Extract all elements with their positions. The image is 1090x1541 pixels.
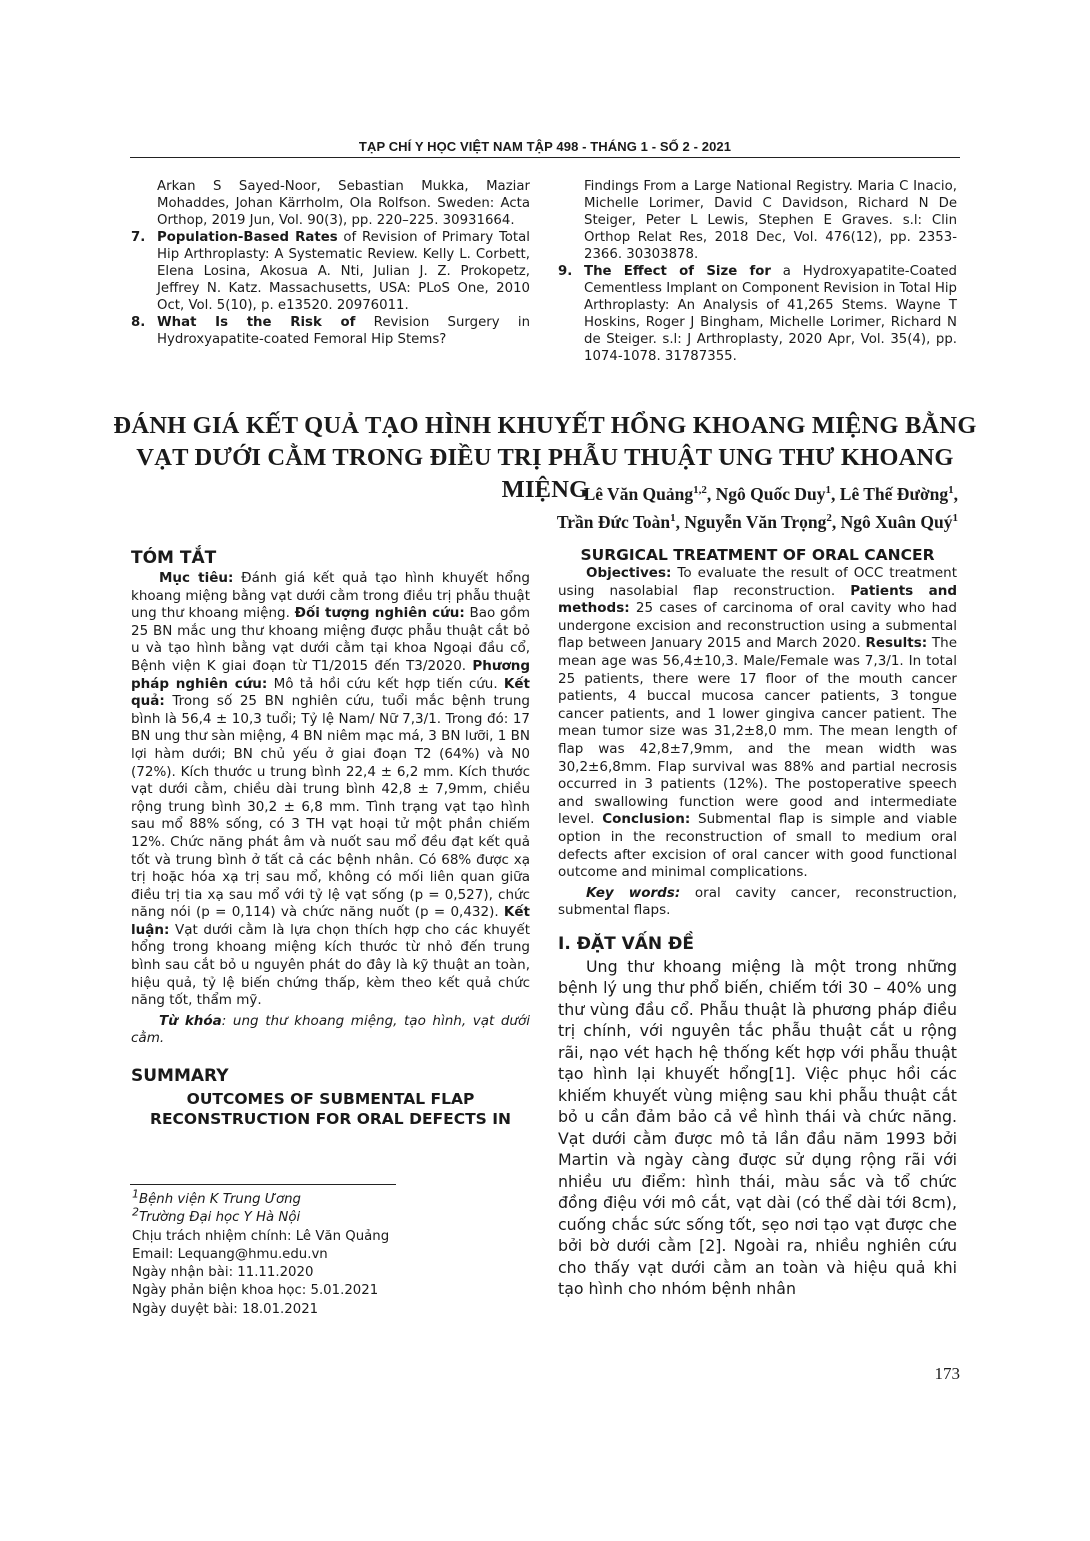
- section-heading-intro: I. ĐẶT VẤN ĐỀ: [558, 933, 694, 954]
- affiliation-marker: 1: [952, 512, 958, 525]
- keywords-en: Key words: oral cavity cancer, reconstruction, submental flaps.: [558, 884, 957, 919]
- author-name: , Nguyễn Văn Trọng: [675, 512, 827, 532]
- author-name: , Ngô Xuân Quý: [831, 512, 953, 532]
- abstract-label: Kết quả:: [131, 675, 530, 710]
- date-reviewed: Ngày phản biện khoa học: 5.01.2021: [132, 1283, 379, 1299]
- reference-text: a Hydroxyapatite-Coated Cementless Implant on Component Revision in Total Hip Arthroplasty: An Analysis of 41,265 Stems. Wayne T Hoskins, Roger J Bingham, Michelle Lorimer, Richard N de Steiger. s.l: J Arthroplasty, 2020 Apr, Vol. 35(4), pp. 1074-1078. 31787355.: [584, 264, 957, 364]
- reference-title: What Is the Risk of: [157, 315, 356, 330]
- vietnamese-abstract: Mục tiêu: Đánh giá kết quả tạo hình khuyết hổng khoang miệng bằng vạt dưới cằm trong điều trị phẫu thuật ung thư khoang miệng. Đối tượng nghiên cứu: Bao gồm 25 BN mắc ung thư khoang miệng được phẫu thuật cắt bỏ u và tạo hình bằng vạt dưới cằm tại khoa Ngoại đầu cổ, Bệnh viện K giai đoạn từ T1/2015 đến T3/2020. Phương pháp nghiên cứu: Mô tả hồi cứu kết hợp tiến cứu. Kết quả: Trong số 25 BN nghiên cứu, tuổi mắc bệnh trung bình là 56,4 ± 10,3 tuổi; Tỷ lệ Nam/ Nữ 7,3/1. Trong đó: 17 BN ung thư sàn miệng, 4 BN niêm mạc má, 3 BN lưỡi, 1 BN lợi hàm dưới; BN chủ yếu ở giai đoạn T2 (64%) và N0 (72%). Kích thước u trung bình 22,4 ± 6,2 mm. Kích thước vạt dưới cằm, chiều dài trung bình 42,8 ± 7,9mm, chiều rộng trung bình 30,2 ± 6,8 mm. Tình trạng vạt tạo hình sau mổ 88% sống, có 3 TH vạt hoại tử một phần chiếm 12%. Chức năng phát âm và nuốt sau mổ đều đạt kết quả tốt và trung bình ở tất cả các bệnh nhân. Có 68% được xạ trị hoặc hóa xạ trị sau mổ, không có mối liên quan giữa điều trị tia xạ sau mổ với tỷ lệ vạt sống (p = 0,527), chức năng nói (p = 0,114) và chức năng nuốt (p = 0,432). Kết luận: Vạt dưới cằm là lựa chọn thích hợp cho các khuyết hổng trong khoang miệng kích thước từ nhỏ đến trung bình sau cắt bỏ u nguyên phát do đây là kỹ thuật an toàn, hiệu quả, tỷ lệ biến chứng thấp, kèm theo kết quả chức năng tốt, thẩm mỹ. Từ khóa: ung thư khoang miệng, tạo hình, vạt dưới cằm.: [131, 570, 530, 1047]
- reference-text: Revision Surgery in Hydroxyapatite-coated Femoral Hip Stems?: [157, 315, 530, 347]
- reference-number: 8.: [131, 315, 146, 330]
- author-name: , Ngô Quốc Duy: [706, 484, 826, 504]
- author-name: Lê Văn Quảng: [583, 484, 694, 504]
- reference-text: of Revision of Primary Total Hip Arthroplasty: A Systematic Review. Kelly L. Corbett, Elena Losina, Akosua A. Nti, Julian J. Z. Prokopetz, Jeffrey N. Katz. Massachusetts, USA: PLoS One, 2010 Oct, Vol. 5(10), p. e13520. 20976011.: [157, 230, 530, 313]
- reference-8: [131, 314, 530, 348]
- keywords-label: Key words:: [586, 884, 681, 901]
- reference-9: [558, 263, 957, 365]
- reference-continuation: Findings From a Large National Registry. Maria C Inacio, Michelle Lorimer, David C Davidson, Richard N De Steiger, Peter L Lewis, Stephen E Graves. s.l: Clin Orthop Relat Res, 2018 Dec, Vol. 476(12), pp. 2353-2366. 30303878.: [584, 179, 957, 262]
- reference-continuation: Arkan S Sayed-Noor, Sebastian Mukka, Maziar Mohaddes, Johan Kärrholm, Ola Rolfson. Sweden: Acta Orthop, 2019 Jun, Vol. 90(3), pp. 220–225. 30931664.: [157, 179, 530, 228]
- intro-paragraph: Ung thư khoang miệng là một trong những bệnh lý ung thư phổ biến, chiếm tới 30 – 40% ung thư vùng đầu cổ. Phẫu thuật là phương pháp điều trị chính, với nguyên tắc phẫu thuật cắt u rộng rãi, nạo vét hạch hệ thống kết hợp với phẫu thuật tạo hình lại khuyết hổng[1]. Việc phục hồi các khiếm khuyết vùng miệng sau khi phẫu thuật cắt bỏ u cần đảm bảo cả về hình thái và chức năng. Vạt dưới cằm được mô tả lần đầu năm 1993 bởi Martin và ngày càng được sử dụng rộng rãi với nhiều ưu điểm: hình thái, màu sắc và tổ chức đồng điệu với mô cắt, vạt dài (có thể dài tới 8cm), cuống chắc sức sống tốt, sẹo nơi tạo vạt được che bởi bờ dưới cằm [2]. Ngoài ra, nhiều nghiên cứu cho thấy vạt dưới cằm an toàn và hiệu quả khi tạo hình cho nhóm bệnh nhân: [558, 956, 957, 1299]
- keywords-vi: Từ khóa: ung thư khoang miệng, tạo hình, vạt dưới cằm.: [131, 1012, 530, 1047]
- date-accepted: Ngày duyệt bài: 18.01.2021: [132, 1301, 319, 1317]
- section-heading-summary: SUMMARY: [131, 1066, 229, 1087]
- abstract-label: Mục tiêu:: [159, 570, 234, 586]
- abstract-label: Conclusion:: [602, 811, 691, 828]
- corresponding-author: Chịu trách nhiệm chính: Lê Văn Quảng: [132, 1228, 390, 1244]
- running-head: TẠP CHÍ Y HỌC VIỆT NAM TẬP 498 - THÁNG 1 - SỐ 2 - 2021: [358, 139, 732, 154]
- keywords-label: Từ khóa: [159, 1012, 222, 1029]
- reference-number: 7.: [131, 230, 146, 245]
- footnote-rule: [130, 1184, 396, 1185]
- left-column: [131, 548, 530, 1129]
- abstract-label: Đối tượng nghiên cứu:: [294, 605, 465, 622]
- footnotes: [132, 1187, 432, 1319]
- section-heading-tomtat: TÓM TẮT: [131, 548, 217, 568]
- english-title-line: RECONSTRUCTION FOR ORAL DEFECTS IN: [150, 1110, 511, 1129]
- article-title-line: VẠT DƯỚI CẰM TRONG ĐIỀU TRỊ PHẪU THUẬT UNG THƯ KHOANG MIỆNG: [136, 444, 954, 503]
- affiliation-marker: 1: [670, 512, 676, 525]
- header-rule: [130, 157, 960, 158]
- affiliation-marker: 1: [825, 484, 832, 497]
- author-list: Lê Văn Quảng$^{1,2}$, Ngô Quốc Duy$^1$, Lê Thế Đường$^1$, Trần Đức Toàn$^1$, Nguyễn Văn Trọng$^2$, Ngô Xuân Quý$^1$: [556, 484, 958, 532]
- affiliation-marker: 1,2: [693, 484, 707, 497]
- references-left: [131, 178, 530, 348]
- contact-email: Email: Lequang@hmu.edu.vn: [132, 1246, 328, 1262]
- abstract-label: Objectives:: [586, 565, 672, 581]
- article-title-line: ĐÁNH GIÁ KẾT QUẢ TẠO HÌNH KHUYẾT HỔNG KHOANG MIỆNG BẰNG: [113, 412, 977, 439]
- affiliation-2: $^2$Trường Đại học Y Hà Nội: [132, 1205, 301, 1226]
- english-abstract: Objectives: To evaluate the result of OCC treatment using nasolabial flap reconstruction. Patients and methods: 25 cases of carcinoma of oral cavity who had undergone excision and reconstruction using a submental flap between January 2015 and March 2020. Results: The mean age was 56,4±10,3. Male/Female was 7,3/1. In total 25 patients, there were 17 floor of the mouth cancer patients, 4 buccal mucosa cancer patients, 3 tongue cancer patients, and 1 lower gingiva cancer patient. The mean tumor size was 31,2±8,0 mm. The mean length of flap was 42,8±7,9mm, and the mean width was 30,2±6,8mm. Flap survival was 88% and partial necrosis occurred in 3 patients (12%). The postoperative speech and swallowing function were good and intermediate level. Conclusion: Submental flap is simple and viable option in the reconstruction of small to medium oral defects after excision of oral cancer with good functional outcome and minimal complications. Key words: oral cavity cancer, reconstruction, submental flaps.: [558, 565, 957, 919]
- page-number: 173: [934, 1364, 960, 1383]
- author-name: , Lê Thế Đường: [831, 484, 949, 504]
- abstract-label: Patients and methods:: [558, 582, 957, 617]
- intro-body: [558, 956, 957, 1300]
- abstract-label: Results:: [865, 635, 928, 652]
- english-title-line: OUTCOMES OF SUBMENTAL FLAP: [186, 1090, 475, 1109]
- english-title-line: SURGICAL TREATMENT OF ORAL CANCER: [580, 546, 935, 564]
- reference-title: Population-Based Rates: [157, 230, 338, 245]
- abstract-label: Phương pháp nghiên cứu:: [131, 657, 530, 692]
- right-column: [558, 545, 957, 1300]
- author-name: Trần Đức Toàn: [556, 512, 671, 532]
- affiliation-1: $^1$Bệnh viện K Trung Ương: [132, 1187, 301, 1207]
- abstract-label: Kết luận:: [131, 904, 530, 938]
- affiliation-marker: 2: [826, 512, 832, 525]
- reference-number: 9.: [558, 264, 573, 279]
- reference-7: [131, 229, 530, 314]
- date-received: Ngày nhận bài: 11.11.2020: [132, 1265, 314, 1281]
- reference-title: The Effect of Size for: [584, 264, 771, 279]
- affiliation-marker: 1: [948, 484, 954, 497]
- references-right: [558, 178, 957, 365]
